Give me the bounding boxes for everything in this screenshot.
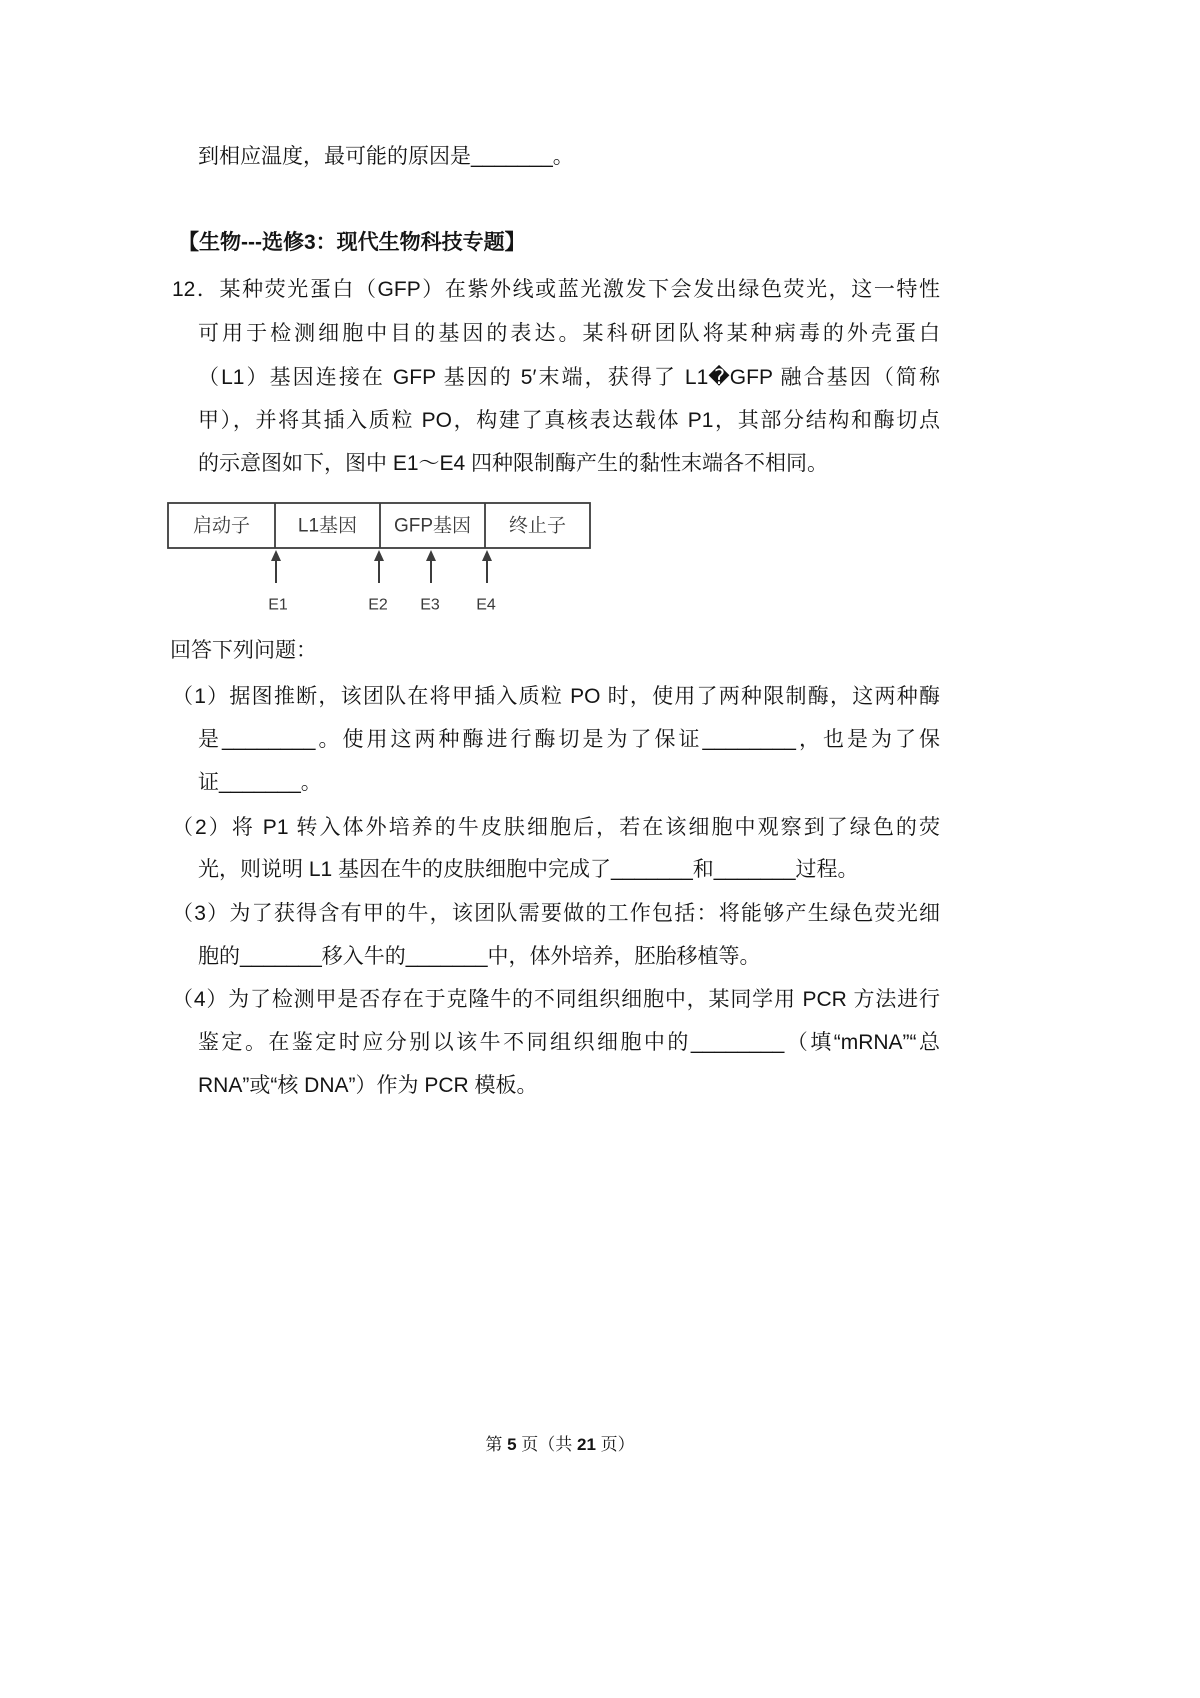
subquestion-2-line: （2）将 P1 转入体外培养的牛皮肤细胞后，若在该细胞中观察到了绿色的荧 <box>172 816 940 839</box>
cut-site-arrow-e3 <box>426 550 436 583</box>
subquestion-1-line: 证_______。 <box>198 771 322 794</box>
footer-suffix: 页） <box>595 1435 635 1454</box>
question-12-stem-line: 可用于检测细胞中目的基因的表达。某科研团队将某种病毒的外壳蛋白 <box>198 322 940 345</box>
subquestion-4-line: （4）为了检测甲是否存在于克隆牛的不同组织细胞中，某同学用 PCR 方法进行 <box>172 988 940 1011</box>
subquestion-2-line: 光，则说明 L1 基因在牛的皮肤细胞中完成了_______和_______过程。 <box>198 858 859 881</box>
segment-label-promoter: 启动子 <box>192 515 251 537</box>
cut-site-label-e3: E3 <box>420 596 440 614</box>
question-12-stem-line: 甲），并将其插入质粒 PO，构建了真核表达载体 P1，其部分结构和酶切点 <box>198 409 940 432</box>
segment-label-terminator: 终止子 <box>508 515 567 537</box>
cut-site-label-e4: E4 <box>476 596 496 614</box>
subquestion-4-line: 鉴定。在鉴定时应分别以该牛不同组织细胞中的________（填“mRNA”“总 <box>198 1031 940 1054</box>
footer-middle: 页（共 <box>516 1435 577 1454</box>
segment-label-gfp-gene: GFP基因 <box>393 515 472 537</box>
subquestion-4-line: RNA”或“核 DNA”）作为 PCR 模板。 <box>198 1074 538 1097</box>
question-12-stem-line: 的示意图如下，图中 E1～E4 四种限制酶产生的黏性末端各不相同。 <box>198 452 829 475</box>
section-title: 【生物---选修3：现代生物科技专题】 <box>178 231 526 254</box>
subquestion-3-line: （3）为了获得含有甲的牛，该团队需要做的工作包括：将能够产生绿色荧光细 <box>172 902 940 925</box>
cut-site-label-e1: E1 <box>268 596 288 614</box>
footer-total-pages: 21 <box>577 1435 596 1454</box>
page-footer <box>380 1433 740 1457</box>
cut-site-arrow-e1 <box>271 550 281 583</box>
subquestion-3-line: 胞的_______移入牛的_______中，体外培养，胚胎移植等。 <box>198 945 761 968</box>
footer-page-number: 5 <box>507 1435 517 1454</box>
question-12-stem-line: （L1）基因连接在 GFP 基因的 5′末端，获得了 L1�GFP 融合基因（简称 <box>198 366 940 389</box>
subquestion-1-line: 是________。使用这两种酶进行酶切是为了保证________，也是为了保 <box>198 728 940 751</box>
previous-question-tail-line: 到相应温度，最可能的原因是_______。 <box>198 145 574 168</box>
footer-prefix: 第 <box>485 1435 508 1454</box>
cut-site-arrow-e2 <box>374 550 384 583</box>
cut-site-label-e2: E2 <box>368 596 388 614</box>
answer-prompt: 回答下列问题： <box>170 639 317 662</box>
subquestion-1-line: （1）据图推断，该团队在将甲插入质粒 PO 时，使用了两种限制酶，这两种酶 <box>172 685 940 708</box>
cut-site-arrow-e4 <box>482 550 492 583</box>
expression-vector-diagram <box>160 490 600 620</box>
segment-label-l1-gene: L1基因 <box>297 515 358 537</box>
question-12-stem-line: 12．某种荧光蛋白（GFP）在紫外线或蓝光激发下会发出绿色荧光，这一特性 <box>172 278 940 301</box>
